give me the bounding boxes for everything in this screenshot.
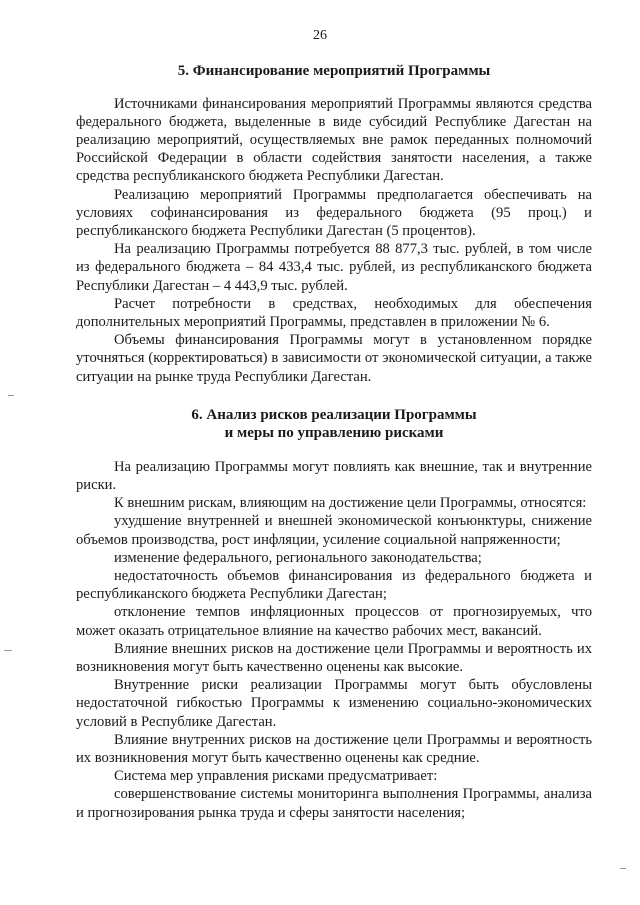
- scan-mark: [620, 868, 626, 869]
- paragraph: Влияние внешних рисков на достижение цели Программы и вероятность их возникновения могут быть качественно оценены как высокие.: [76, 640, 592, 675]
- paragraph: Объемы финансирования Программы могут в установленном порядке уточняться (корректироваться) в зависимости от экономической ситуации, а также ситуации на рынке труда Республики Дагестан.: [76, 332, 592, 385]
- paragraph: недостаточность объемов финансирования из федерального бюджета и республиканского бюджета Республики Дагестан;: [76, 567, 592, 603]
- section-6-heading-line-2: и меры по управлению рисками: [224, 425, 444, 442]
- paragraph: Влияние внутренних рисков на достижение цели Программы и вероятность их возникновения могут быть качественно оценены как средние.: [76, 731, 592, 766]
- paragraph: ухудшение внутренней и внешней экономической конъюнктуры, снижение объемов производства, рост инфляции, усиление социальной напряженности;: [76, 513, 592, 548]
- paragraph: изменение федерального, регионального законодательства;: [114, 549, 482, 566]
- paragraph: совершенствование системы мониторинга выполнения Программы, анализа и прогнозирования рынка труда и сферы занятости населения;: [76, 786, 592, 821]
- paragraph: К внешним рискам, влияющим на достижение цели Программы, относятся:: [114, 495, 587, 512]
- section-6-heading-line-1: 6. Анализ рисков реализации Программы: [191, 406, 477, 423]
- section-6-heading: [76, 406, 592, 443]
- page-number: 26: [313, 28, 327, 43]
- paragraph: Реализацию мероприятий Программы предполагается обеспечивать на условиях софинансирования из федерального бюджета (95 проц.) и республиканского бюджета Республики Дагестан (5 процентов).: [76, 186, 592, 239]
- scan-mark: [4, 650, 12, 651]
- paragraph: Источниками финансирования мероприятий Программы являются средства федерального бюджета, выделенные в виде субсидий Республике Дагестан на реализацию мероприятий, осуществляемых вне рамок переданных полномочий Российской Федерации в области содействия занятости населения, а также средства республиканского бюджета Республики Дагестан.: [76, 95, 592, 185]
- paragraph: Система мер управления рисками предусматривает:: [114, 768, 438, 785]
- document-body: [76, 62, 592, 822]
- paragraph: На реализацию Программы потребуется 88 877,3 тыс. рублей, в том числе из федерального бюджета – 84 433,4 тыс. рублей, из республиканского бюджета Республики Дагестан – 4 443,9 тыс. рублей.: [76, 241, 592, 294]
- scan-mark: [8, 395, 14, 396]
- paragraph: Внутренние риски реализации Программы могут быть обусловлены недостаточной гибкостью Программы к изменению социально-экономических условий в Республике Дагестан.: [76, 677, 592, 730]
- paragraph: Расчет потребности в средствах, необходимых для обеспечения дополнительных мероприятий Программы, представлен в приложении № 6.: [76, 295, 592, 330]
- paragraph: отклонение темпов инфляционных процессов от прогнозируемых, что может оказать отрицательное влияние на качество рабочих мест, вакансий.: [76, 604, 592, 639]
- section-5-heading: 5. Финансирование мероприятий Программы: [177, 63, 491, 79]
- paragraph: На реализацию Программы могут повлиять как внешние, так и внутренние риски.: [76, 458, 592, 493]
